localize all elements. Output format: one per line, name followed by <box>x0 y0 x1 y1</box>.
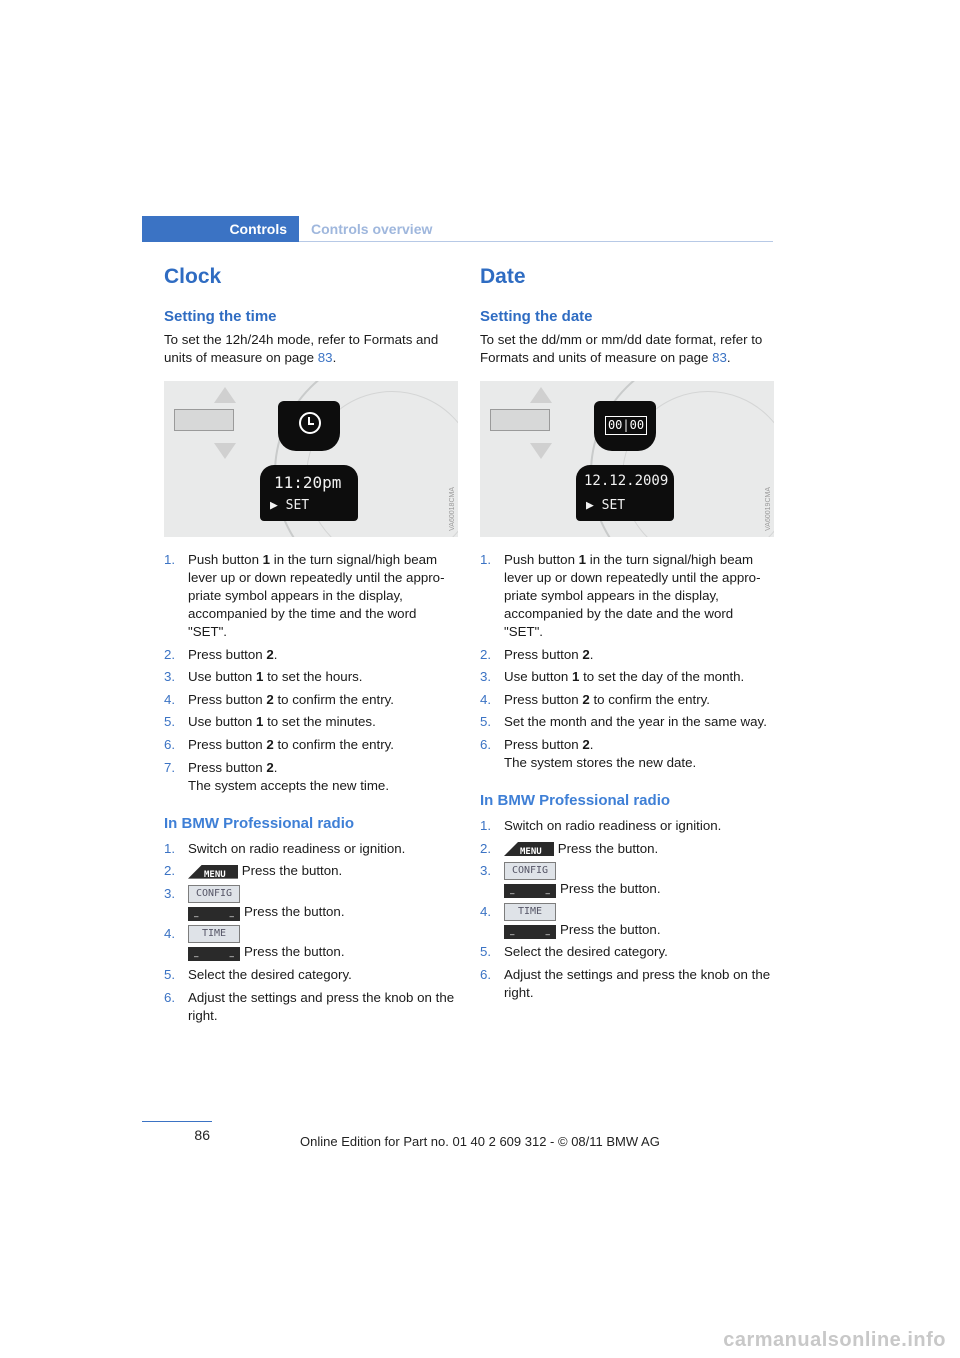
list-item: 3. Use button 1 to set the hours. <box>164 669 363 685</box>
arrow-up-icon <box>214 387 236 403</box>
list-item: 4. TIME – – Press the button. <box>164 926 345 962</box>
time-button[interactable]: TIME <box>188 925 240 943</box>
list-item: 1. Switch on radio readiness or ignition. <box>164 840 406 856</box>
config-button[interactable]: CONFIG <box>188 885 240 903</box>
list-item: 2. MENU Press the button. <box>164 863 343 880</box>
arrow-up-icon <box>530 387 552 403</box>
list-item: 3. CONFIG – – Press the button. <box>164 885 345 921</box>
list-item: 6. Adjust the settings and press the knob on the right. <box>164 989 455 1023</box>
time-display <box>260 465 358 521</box>
watermark: carmanualsonline.info <box>723 1329 946 1351</box>
arrow-down-icon <box>214 443 236 459</box>
turn-signal-lever <box>174 409 234 431</box>
page-link[interactable]: 83 <box>317 350 333 365</box>
date-steps <box>480 551 775 772</box>
setting-date-heading: Setting the date <box>480 308 593 325</box>
figure-code: VA60018CMA <box>449 487 456 531</box>
list-item: 3. Use button 1 to set the day of the month. <box>480 669 745 685</box>
list-item: 5. Use button 1 to set the minutes. <box>164 714 376 730</box>
clock-steps <box>164 551 459 795</box>
list-item: 2. Press button 2. <box>164 646 278 662</box>
calendar-icon: 00|00 <box>605 416 647 435</box>
list-item: 1. Push button 1 in the turn signal/high beam lever up or down repeatedly until the appro-priate symbol appears in the display, accompanied by the time and the word "SET". <box>164 552 445 639</box>
clock-title: Clock <box>164 265 222 288</box>
list-item: 1. Switch on radio readiness or ignition. <box>480 817 722 833</box>
date-title: Date <box>480 265 526 288</box>
radio-heading: In BMW Professional radio <box>480 791 671 809</box>
config-button[interactable]: CONFIG <box>504 862 556 880</box>
arrow-down-icon <box>530 443 552 459</box>
radio-steps <box>164 840 459 1025</box>
list-item: 7. Press button 2. The system accepts the new time. <box>164 759 390 793</box>
header-rule <box>299 241 773 242</box>
footer-rule <box>142 1121 212 1122</box>
time-button[interactable]: TIME <box>504 903 556 921</box>
date-column <box>480 262 775 1007</box>
header-section: Controls <box>142 216 299 242</box>
radio-heading: In BMW Professional radio <box>164 814 355 832</box>
list-item: 5. Set the month and the year in the same way. <box>480 714 767 730</box>
header-subsection: Controls overview <box>311 221 433 237</box>
display-set: ▶ SET <box>270 498 310 513</box>
display-date: 12.12.2009 <box>584 473 669 489</box>
menu-button[interactable]: MENU <box>188 865 238 879</box>
list-item: 5. Select the desired category. <box>164 966 352 982</box>
clock-symbol-display <box>278 401 340 451</box>
list-item: 4. Press button 2 to confirm the entry. <box>480 691 710 707</box>
list-item: 2. Press button 2. <box>480 646 594 662</box>
list-item: 5. Select the desired category. <box>480 944 668 960</box>
list-item: 6. Press button 2. The system stores the new date. <box>480 736 697 770</box>
clock-column <box>164 262 459 1029</box>
list-item: 2. MENU Press the button. <box>480 840 659 858</box>
page-header <box>142 216 773 242</box>
list-item: 4. Press button 2 to confirm the entry. <box>164 691 394 707</box>
page-number: 86 <box>194 1127 210 1143</box>
date-symbol-display <box>594 401 656 451</box>
setting-time-heading: Setting the time <box>164 308 277 325</box>
list-item: 6. Adjust the settings and press the knob on the right. <box>480 966 771 1000</box>
page-link[interactable]: 83 <box>712 350 727 365</box>
list-item: 4. TIME – – Press the button. <box>480 903 661 939</box>
date-figure <box>480 381 774 537</box>
clock-figure <box>164 381 458 537</box>
list-item: 3. CONFIG – – Press the button. <box>480 863 661 899</box>
clock-intro: To set the 12h/24h mode, refer to Formats and units of measure on page 83. <box>164 332 439 365</box>
figure-code: VA60019CMA <box>765 487 772 531</box>
date-intro: To set the dd/mm or mm/dd date format, refer to Formats and units of measure on page 83. <box>480 332 763 365</box>
radio-steps <box>480 817 775 1002</box>
turn-signal-lever <box>490 409 550 431</box>
list-item: 1. Push button 1 in the turn signal/high beam lever up or down repeatedly until the appro-priate symbol appears in the display, accompanied by the date and the word "SET". <box>480 552 761 639</box>
date-display <box>576 465 674 521</box>
edition-note: Online Edition for Part no. 01 40 2 609 312 - © 08/11 BMW AG <box>300 1134 660 1149</box>
menu-button[interactable]: MENU <box>504 842 554 856</box>
list-item: 6. Press button 2 to confirm the entry. <box>164 736 394 752</box>
display-set: ▶ SET <box>586 498 626 513</box>
display-time: 11:20pm <box>274 473 342 492</box>
